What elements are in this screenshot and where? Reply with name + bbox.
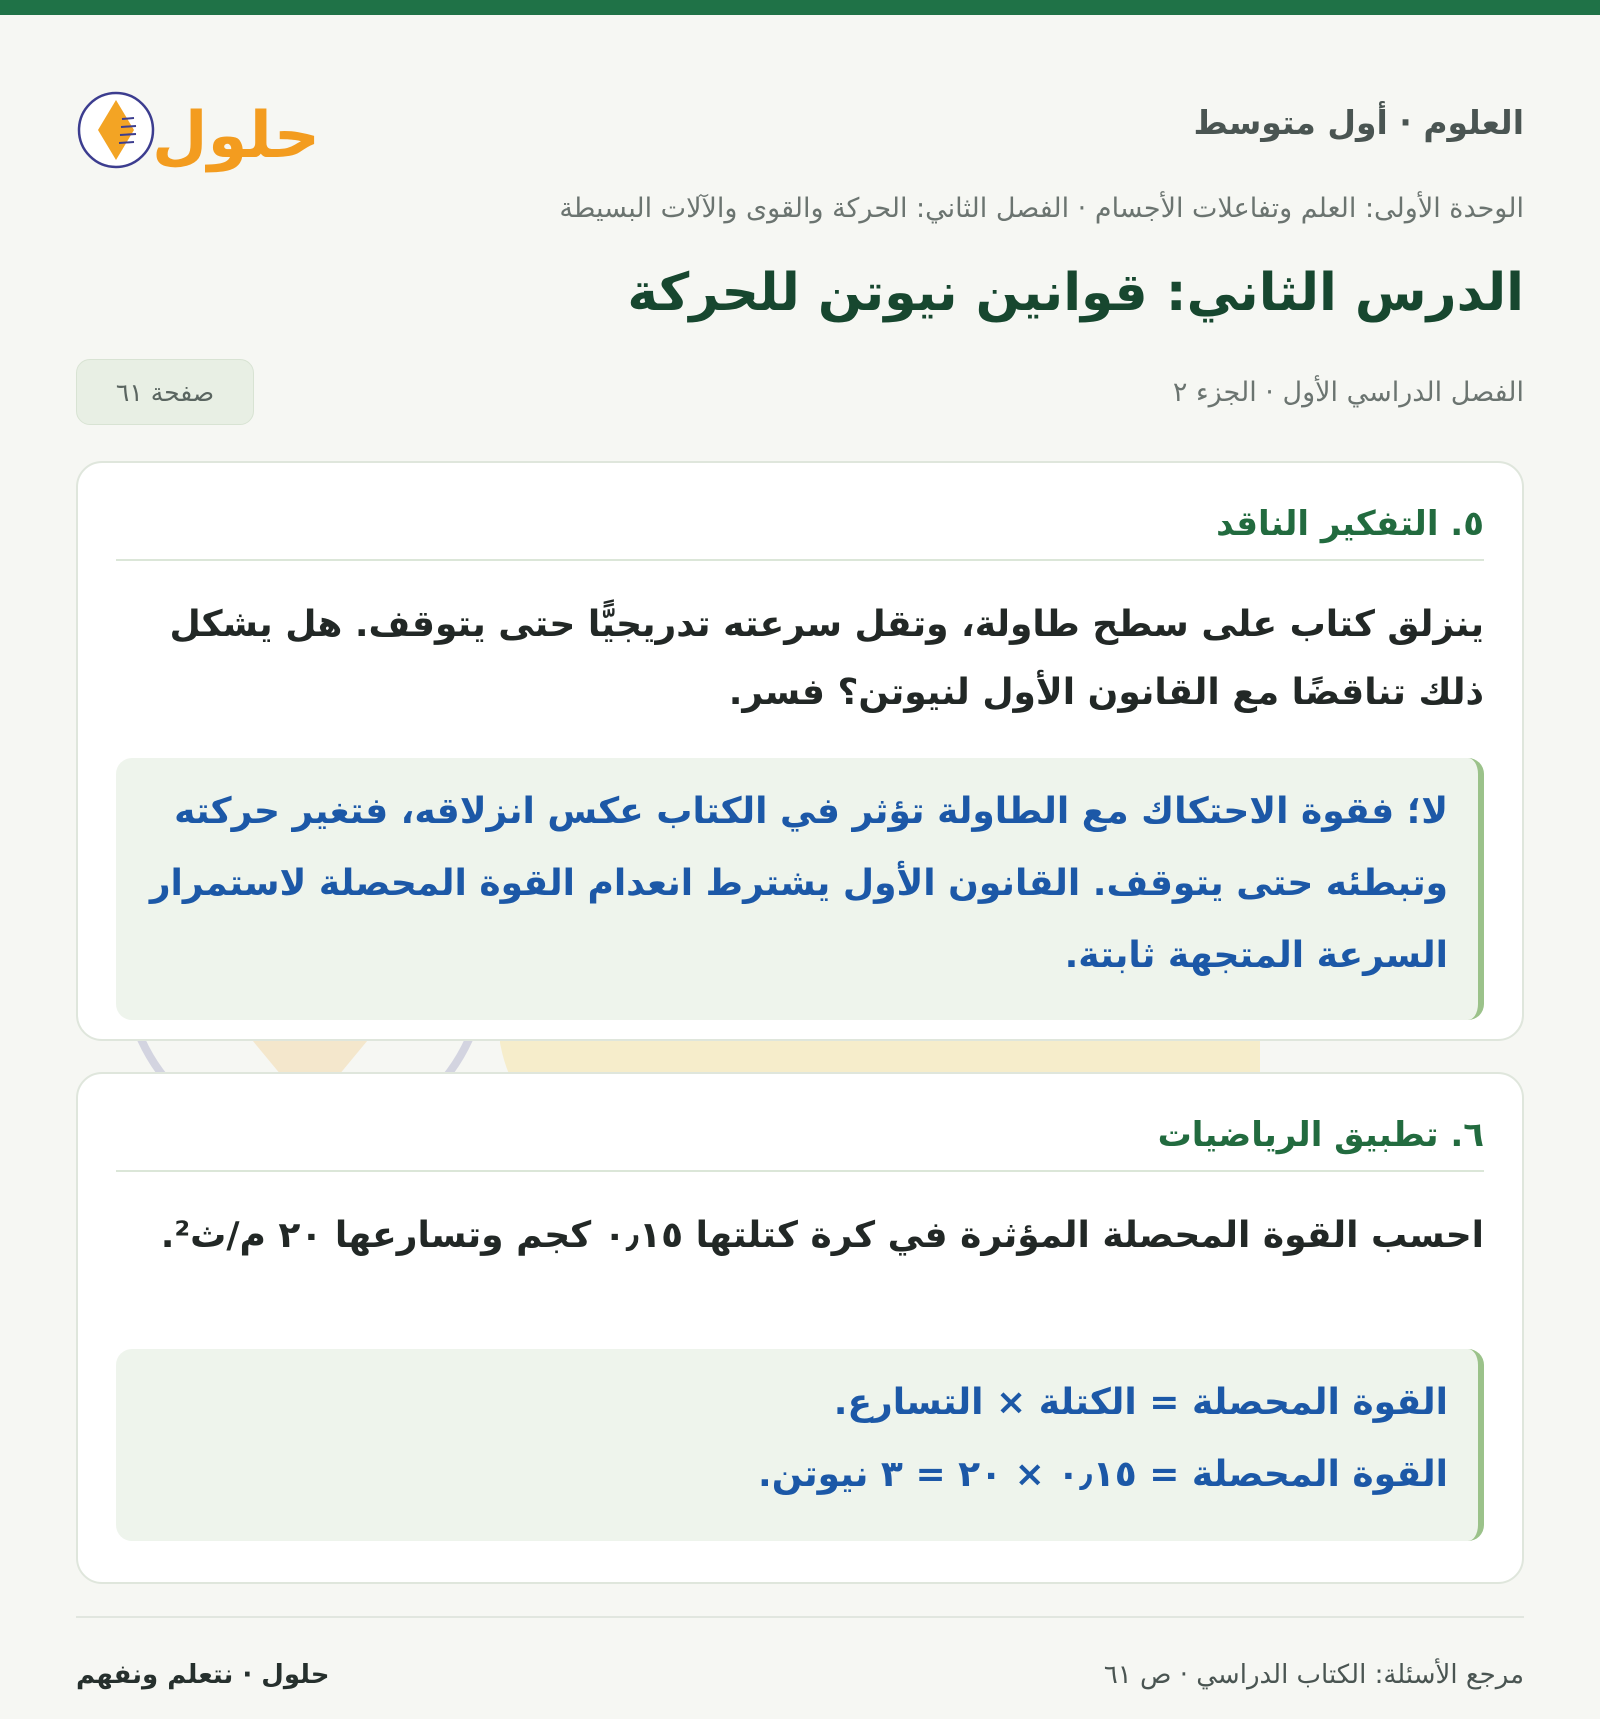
answer-text: لا؛ فقوة الاحتكاك مع الطاولة تؤثر في الكتاب عكس انزلاقه، فتغير حركته وتبطئه حتى يتوقف. القانون الأول يشترط انعدام القوة المحصلة لاستمرار السرعة المتجهة ثابتة.	[149, 791, 1448, 976]
breadcrumb: الوحدة الأولى: العلم وتفاعلات الأجسام · الفصل الثاني: الحركة والقوى والآلات البسيطة	[559, 193, 1524, 224]
hulul-logo[interactable]	[76, 75, 346, 185]
footer-divider	[76, 1616, 1524, 1618]
answer-box	[116, 758, 1484, 1020]
term-label: الفصل الدراسي الأول · الجزء ٢	[1172, 377, 1524, 408]
answer-box	[116, 1349, 1484, 1541]
page-title: الدرس الثاني: قوانين نيوتن للحركة	[627, 263, 1524, 323]
answer-line-2: القوة المحصلة = ٠٫١٥ × ٢٠ = ٣ نيوتن.	[758, 1454, 1448, 1495]
subject-label: العلوم · أول متوسط	[1193, 103, 1524, 142]
logo-text: حلول	[152, 99, 320, 173]
footer-reference: مرجع الأسئلة: الكتاب الدراسي · ص ٦١	[1103, 1660, 1524, 1690]
question-heading: ٥. التفكير الناقد	[116, 499, 1484, 561]
answer-line-1: القوة المحصلة = الكتلة × التسارع.	[833, 1382, 1448, 1423]
logo-emblem-icon	[76, 75, 346, 185]
page	[76, 15, 1524, 1719]
top-accent-bar	[0, 0, 1600, 15]
page-number-badge: صفحة ٦١	[76, 359, 254, 425]
question-card-5	[76, 461, 1524, 1041]
footer-brand[interactable]: حلول · نتعلم ونفهم	[76, 1660, 330, 1690]
question-heading: ٦. تطبيق الرياضيات	[116, 1110, 1484, 1172]
question-text: احسب القوة المحصلة المؤثرة في كرة كتلتها ٠٫١٥ كجم وتسارعها ٢٠ م/ث².	[160, 1215, 1484, 1256]
header	[76, 55, 1524, 185]
question-text: ينزلق كتاب على سطح طاولة، وتقل سرعته تدريجيًّا حتى يتوقف. هل يشكل ذلك تناقضًا مع القانون الأول لنيوتن؟ فسر.	[169, 604, 1484, 713]
question-card-6	[76, 1072, 1524, 1584]
